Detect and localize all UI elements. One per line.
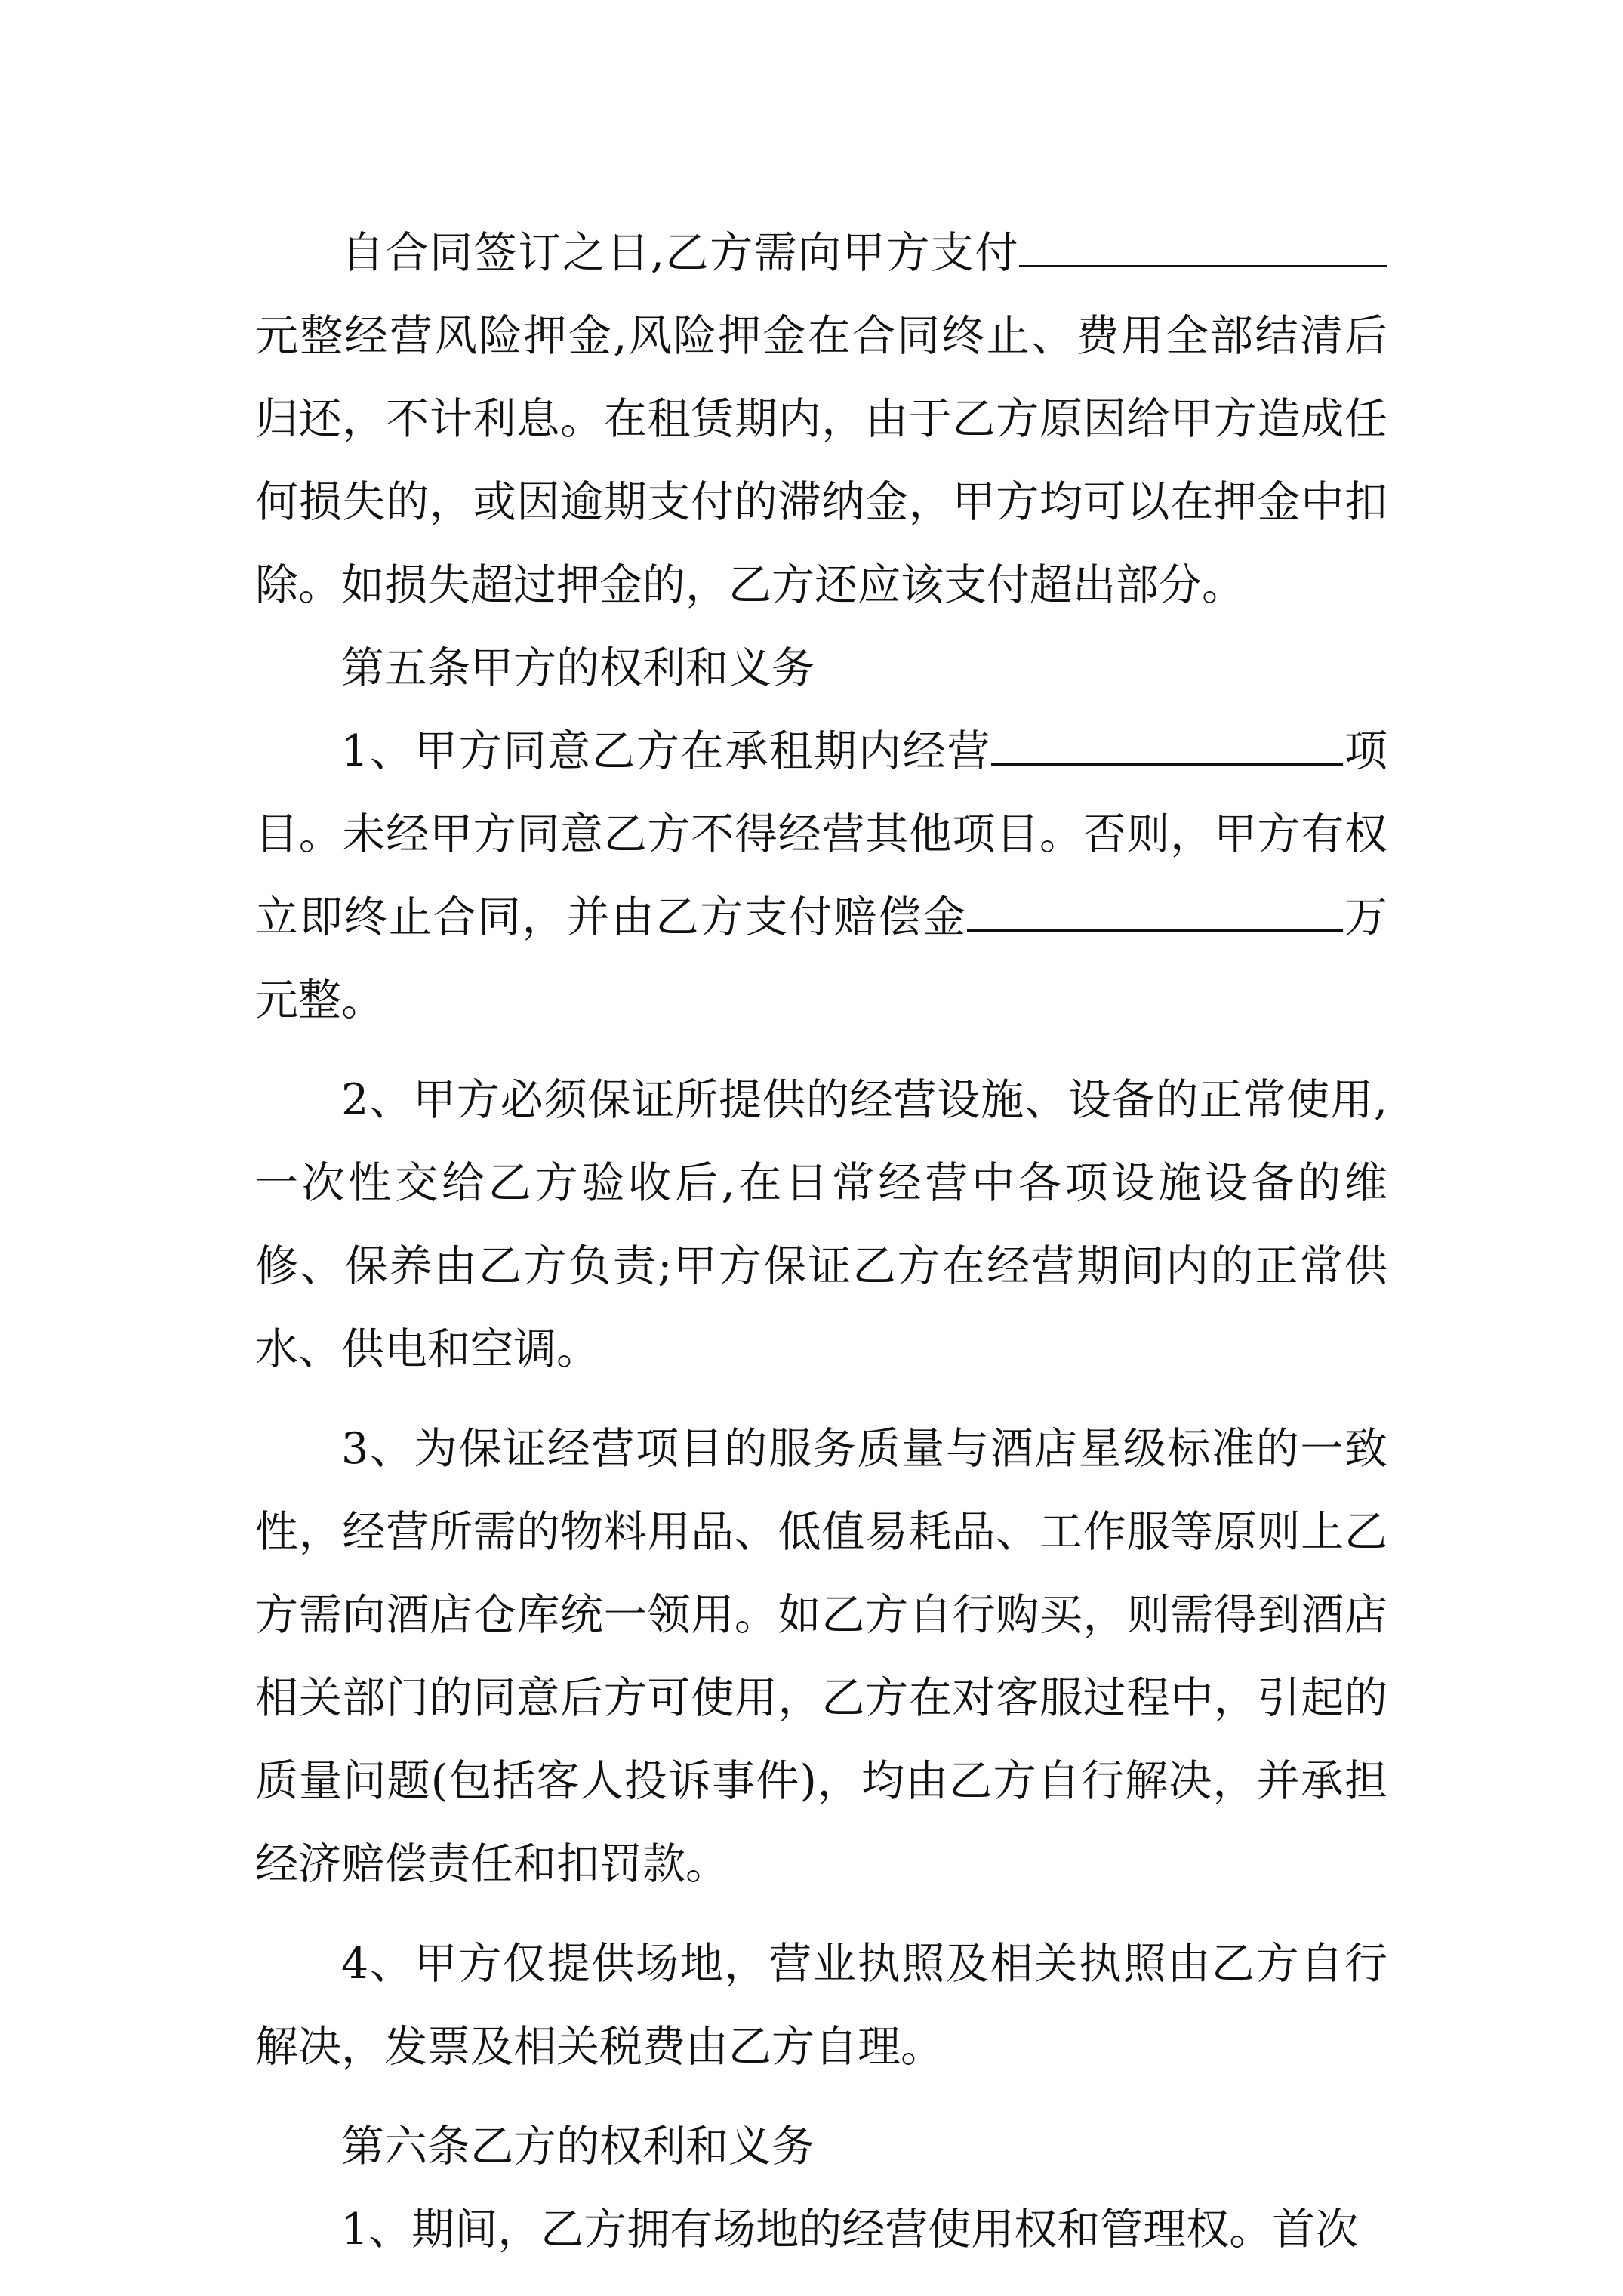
contract-body xyxy=(255,211,1387,2271)
article-5-item-3: 3、为保证经营项目的服务质量与酒店星级标准的一致性，经营所需的物料用品、低值易耗品、工作服等原则上乙方需向酒店仓库统一领用。如乙方自行购买，则需得到酒店相关部门的同意后方可使用，乙方在对客服过程中，引起的质量问题(包括客人投诉事件)，均由乙方自行解决，并承担经济赔偿责任和扣罚款。 xyxy=(255,1424,1387,1889)
article-5-item-4: 4、甲方仅提供场地，营业执照及相关执照由乙方自行解决，发票及相关税费由乙方自理。 xyxy=(255,1939,1387,2072)
business-project-blank xyxy=(991,726,1343,766)
compensation-amount-blank xyxy=(967,892,1343,932)
article-5-heading: 第五条甲方的权利和义务 xyxy=(341,643,815,693)
deposit-text-rest: 元整经营风险押金,风险押金在合同终止、费用全部结清后归还，不计利息。在租赁期内，由于乙方原因给甲方造成任何损失的，或因逾期支付的滞纳金，甲方均可以在押金中扣除。如损失超过押金的，乙方还应该支付超出部分。 xyxy=(255,311,1387,610)
article-6-item-1: 1、期间，乙方拥有场地的经营使用权和管理权。首次 xyxy=(341,2205,1359,2254)
article-5-item-2: 2、甲方必须保证所提供的经营设施、设备的正常使用,一次性交给乙方验收后,在日常经营中各项设施设备的维修、保养由乙方负责;甲方保证乙方在经营期间内的正常供水、供电和空调。 xyxy=(255,1075,1387,1374)
item-1-text-start: 1、甲方同意乙方在承租期内经营 xyxy=(341,726,992,776)
item-1-text-middle: 项目。未经甲方同意乙方不得经营其他项目。否则，甲方有权立即终止合同，并由乙方支付赔偿金 xyxy=(255,726,1387,942)
article-5-item-1 xyxy=(255,710,1387,1042)
article-6-heading: 第六条乙方的权利和义务 xyxy=(341,2122,815,2171)
deposit-paragraph xyxy=(255,211,1387,627)
deposit-text-start: 自合同签订之日,乙方需向甲方支付 xyxy=(341,228,1019,278)
deposit-amount-blank xyxy=(1019,227,1387,267)
item-1-text-end: 万元整。 xyxy=(255,892,1388,1025)
